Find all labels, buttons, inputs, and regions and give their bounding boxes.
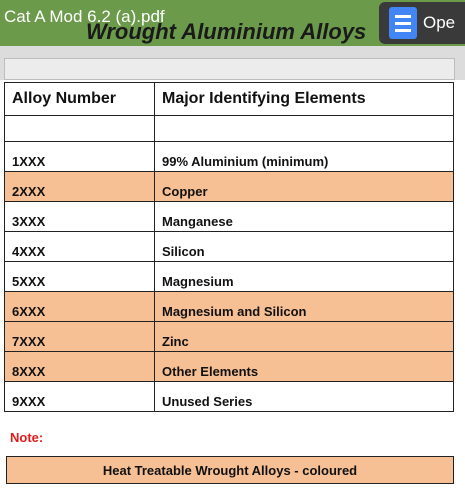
alloy-number-cell: 3XXX bbox=[5, 202, 155, 232]
element-cell: 99% Aluminium (minimum) bbox=[155, 142, 454, 172]
table-row bbox=[5, 202, 454, 232]
table-row bbox=[5, 232, 454, 262]
document-title: Wrought Aluminium Alloys bbox=[86, 19, 367, 44]
alloy-number-cell: 9XXX bbox=[5, 382, 155, 412]
alloy-table bbox=[4, 82, 454, 412]
viewer-header bbox=[0, 0, 465, 46]
open-with-label: Ope bbox=[423, 13, 456, 32]
table-row bbox=[5, 116, 454, 142]
table-body bbox=[5, 116, 454, 412]
element-cell bbox=[155, 116, 454, 142]
alloy-number-cell: 2XXX bbox=[5, 172, 155, 202]
open-with-button[interactable] bbox=[379, 2, 465, 44]
element-cell: Zinc bbox=[155, 322, 454, 352]
element-cell: Unused Series bbox=[155, 382, 454, 412]
table-row bbox=[5, 322, 454, 352]
table-header-row bbox=[5, 83, 454, 116]
alloy-number-cell: 8XXX bbox=[5, 352, 155, 382]
element-cell: Magnesium and Silicon bbox=[155, 292, 454, 322]
blank-bar bbox=[4, 58, 455, 80]
table-row bbox=[5, 352, 454, 382]
table-row bbox=[5, 172, 454, 202]
alloy-number-cell: 6XXX bbox=[5, 292, 155, 322]
element-cell: Copper bbox=[155, 172, 454, 202]
docs-icon bbox=[389, 7, 417, 39]
column-header-elements: Major Identifying Elements bbox=[155, 83, 454, 116]
table-row bbox=[5, 142, 454, 172]
column-header-alloy: Alloy Number bbox=[5, 83, 155, 116]
table-row bbox=[5, 382, 454, 412]
element-cell: Other Elements bbox=[155, 352, 454, 382]
element-cell: Manganese bbox=[155, 202, 454, 232]
table-row bbox=[5, 292, 454, 322]
alloy-number-cell: 1XXX bbox=[5, 142, 155, 172]
element-cell: Silicon bbox=[155, 232, 454, 262]
toolbar-band bbox=[0, 46, 465, 80]
file-name: Cat A Mod 6.2 (a).pdf bbox=[4, 7, 165, 26]
note-label: Note: bbox=[10, 430, 44, 445]
table-row bbox=[5, 262, 454, 292]
alloy-number-cell: 7XXX bbox=[5, 322, 155, 352]
alloy-number-cell: 4XXX bbox=[5, 232, 155, 262]
alloy-number-cell: 5XXX bbox=[5, 262, 155, 292]
alloy-number-cell bbox=[5, 116, 155, 142]
legend-box: Heat Treatable Wrought Alloys - coloured bbox=[6, 456, 454, 484]
element-cell: Magnesium bbox=[155, 262, 454, 292]
